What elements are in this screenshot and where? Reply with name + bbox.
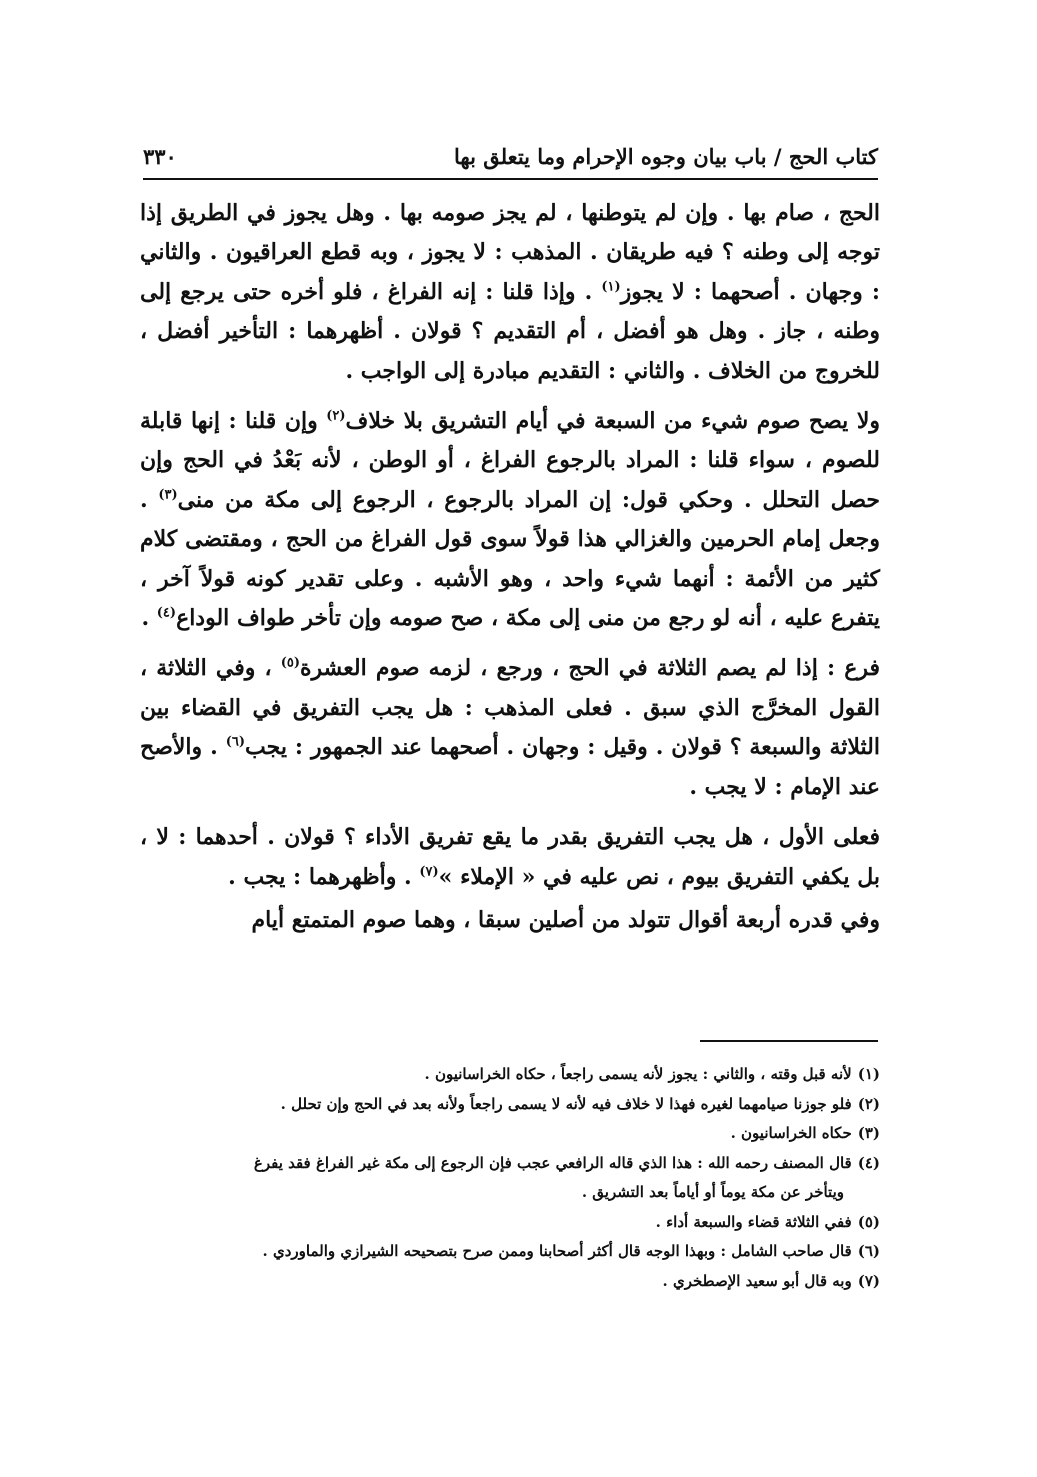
footnote (140, 1060, 880, 1090)
footnote-marker: (٦) (225, 734, 246, 750)
footnote-text: قال المصنف رحمه الله : هذا الذي قاله الرافعي عجب فإن الرجوع إلى مكة غير الفراغ فقد يفرغ (253, 1153, 852, 1172)
footnote-number: (٢) (857, 1094, 880, 1113)
footnote-marker: (٣) (158, 487, 178, 503)
paragraph-text: . وجعل إمام الحرمين والغزالي هذا قولاً سوى قول الفراغ من الحج ، ومقتضى كلام كثير من الأئمة : أنهما شيء واحد ، وهو الأشبه . وعلى تقدير كونه قولاً آخر ، يتفرع عليه ، أنه لو رجع من منى إلى مكة ، صح صومه وإن تأخر طواف الوداع (140, 486, 880, 632)
footnote (140, 1208, 880, 1238)
footnote-continuation: ويتأخر عن مكة يوماً أو أياماً بعد التشريق . (581, 1183, 844, 1201)
footnote-number: (١) (857, 1065, 880, 1083)
paragraph (140, 818, 880, 897)
footnote-text: لأنه قبل وقته ، والثاني : يجوز لأنه يسمى راجعاً ، حكاه الخراسانيون . (424, 1065, 852, 1083)
paragraph-text: ولا يصح صوم شيء من السبعة في أيام التشريق بلا خلاف (345, 408, 880, 435)
paragraph-text: ، وفي الثلاثة ، القول المخرَّج الذي سبق . فعلى المذهب : هل يجب التفريق في القضاء بين الثلاثة والسبعة ؟ قولان . وقيل : وجهان . أصحهما عند الجمهور : يجب (140, 655, 880, 761)
footnote-number: (٤) (857, 1153, 880, 1172)
paragraph-text: . وإذا قلنا : إنه الفراغ ، فلو أخره حتى يرجع إلى وطنه ، جاز . وهل هو أفضل ، أم التقديم ؟ قولان . أظهرهما : التأخير أفضل ، للخروج من الخلاف . والثاني : التقديم مبادرة إلى الواجب . (140, 278, 880, 384)
paragraph-text: فعلى الأول ، هل يجب التفريق بقدر ما يقع تفريق الأداء ؟ قولان . أحدهما : لا ، بل يكفي التفريق بيوم ، نص عليه في « الإملاء » (140, 824, 880, 890)
page-header (143, 138, 878, 174)
footnote-number: (٦) (857, 1242, 880, 1260)
paragraph (140, 194, 880, 391)
footnote-marker: (٢) (326, 408, 346, 424)
paragraph-text: وإن قلنا : إنها قابلة للصوم ، سواء قلنا : المراد بالرجوع الفراغ ، أو الوطن ، لأنه بَعْدُ في الحج وإن حصل التحلل . وحكي قول: إن المراد بالرجوع ، الرجوع إلى مكة من منى (140, 408, 881, 513)
paragraph-text: . (141, 605, 157, 632)
footnote-number: (٧) (857, 1271, 880, 1290)
footnote-text: وبه قال أبو سعيد الإصطخري . (662, 1271, 852, 1290)
paragraph (140, 649, 880, 807)
paragraph-text: فرع : إذا لم يصم الثلاثة في الحج ، ورجع ، لزمه صوم العشرة (300, 655, 880, 682)
footnote (140, 1267, 880, 1297)
paragraph-text: . والأصح عند الإمام : لا يجب . (140, 734, 880, 800)
footnote-marker: (٥) (280, 656, 301, 672)
paragraph-text: الحج ، صام بها . وإن لم يتوطنها ، لم يجز صومه بها . وهل يجوز في الطريق إذا توجه إلى وطنه ؟ فيه طريقان . المذهب : لا يجوز ، وبه قطع العراقيون . والثاني : وجهان . أصحهما : لا يجوز (140, 200, 880, 305)
paragraph (140, 901, 880, 940)
footnote-marker: (٤) (156, 605, 177, 621)
footnote-text: ففي الثلاثة قضاء والسبعة أداء . (655, 1212, 852, 1231)
paragraph (140, 402, 880, 638)
footnote-divider (700, 1040, 878, 1042)
main-text (140, 194, 880, 951)
footnote-marker: (١) (601, 279, 621, 295)
footnote-text: قال صاحب الشامل : وبهذا الوجه قال أكثر أصحابنا وممن صرح بتصحيحه الشيرازي والماوردي . (262, 1242, 852, 1260)
paragraph-text: وفي قدره أربعة أقوال تتولد من أصلين سبقا ، وهما صوم المتمتع أيام (251, 906, 880, 933)
footnote (140, 1090, 880, 1120)
footnote-number: (٣) (857, 1124, 880, 1142)
paragraph-text: . وأظهرهما : يجب . (228, 863, 420, 890)
header-divider (143, 178, 878, 180)
footnote (140, 1119, 880, 1149)
footnote-number: (٥) (857, 1212, 880, 1231)
footnote-text: فلو جوزنا صيامهما لغيره فهذا لا خلاف فيه لأنه لا يسمى راجعاً ولأنه بعد في الحج وإن تحلل . (280, 1094, 852, 1113)
page-number: ٣٣٠ (143, 143, 177, 169)
footnote-marker: (٧) (419, 864, 439, 880)
running-title: كتاب الحج / باب بيان وجوه الإحرام وما يتعلق بها (453, 143, 878, 169)
footnote (140, 1149, 880, 1208)
footnote-text: حكاه الخراسانيون . (730, 1124, 852, 1142)
footnote (140, 1237, 880, 1267)
footnotes (140, 1060, 880, 1296)
